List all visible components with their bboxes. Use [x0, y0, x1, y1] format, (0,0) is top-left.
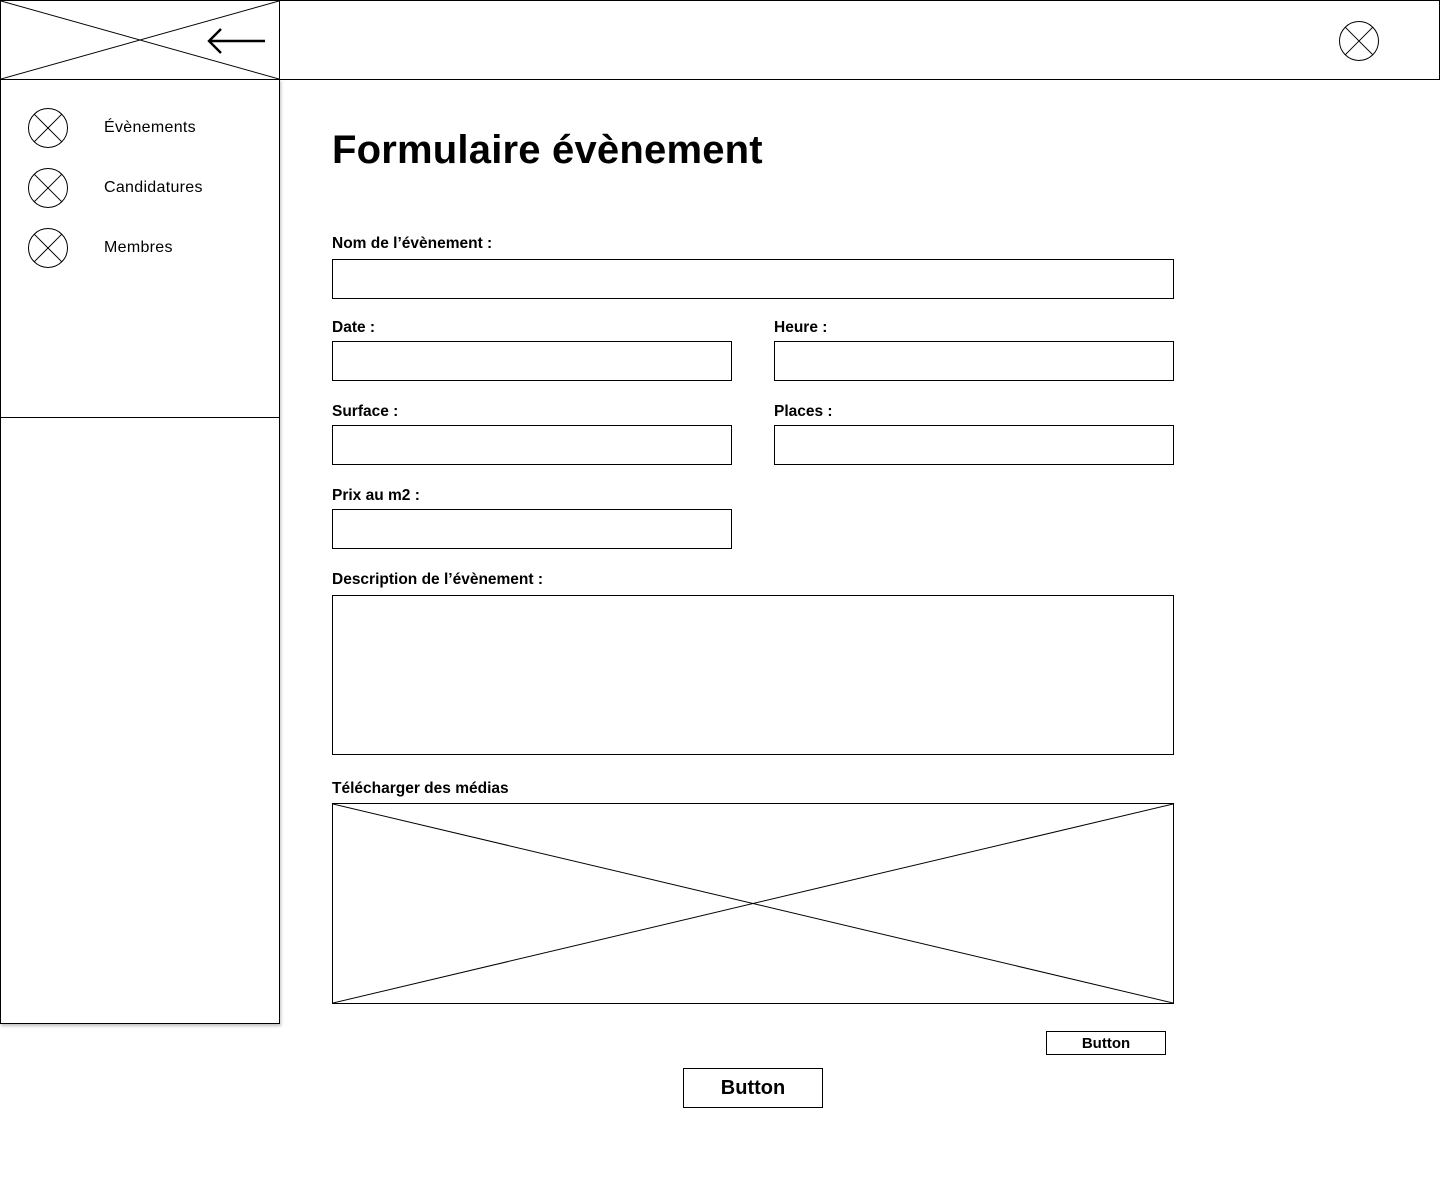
description-label: Description de l’évènement :: [332, 571, 544, 588]
avatar-placeholder-icon[interactable]: [1338, 20, 1380, 62]
sidebar-item-label: Évènements: [104, 119, 196, 136]
sidebar-item-label: Membres: [104, 239, 173, 256]
surface-label: Surface :: [332, 403, 399, 420]
media-upload-dropzone[interactable]: [332, 803, 1174, 1004]
surface-input[interactable]: [332, 425, 732, 465]
top-bar: [279, 0, 1440, 80]
date-input[interactable]: [332, 341, 732, 381]
time-input[interactable]: [774, 341, 1174, 381]
sidebar-item-evenements[interactable]: [27, 107, 267, 149]
upload-button[interactable]: Button: [1046, 1031, 1166, 1055]
sidebar: [0, 79, 280, 1024]
description-textarea[interactable]: [332, 595, 1174, 755]
logo-placeholder: [0, 0, 280, 80]
upload-label: Télécharger des médias: [332, 780, 509, 797]
event-name-input[interactable]: [332, 259, 1174, 299]
date-label: Date :: [332, 319, 376, 336]
sidebar-item-membres[interactable]: [27, 227, 267, 269]
circle-x-placeholder-icon: [27, 227, 69, 269]
event-name-label: Nom de l’évènement :: [332, 235, 493, 252]
circle-x-placeholder-icon: [27, 107, 69, 149]
page-title: Formulaire évènement: [332, 128, 763, 172]
time-label: Heure :: [774, 319, 828, 336]
price-label: Prix au m2 :: [332, 487, 420, 504]
submit-button[interactable]: Button: [683, 1068, 823, 1108]
sidebar-divider: [1, 417, 279, 418]
sidebar-item-label: Candidatures: [104, 179, 203, 196]
price-input[interactable]: [332, 509, 732, 549]
arrow-left-icon[interactable]: [205, 25, 267, 57]
circle-x-placeholder-icon: [27, 167, 69, 209]
places-input[interactable]: [774, 425, 1174, 465]
sidebar-item-candidatures[interactable]: [27, 167, 267, 209]
places-label: Places :: [774, 403, 833, 420]
placeholder-image-icon: [333, 804, 1173, 1003]
